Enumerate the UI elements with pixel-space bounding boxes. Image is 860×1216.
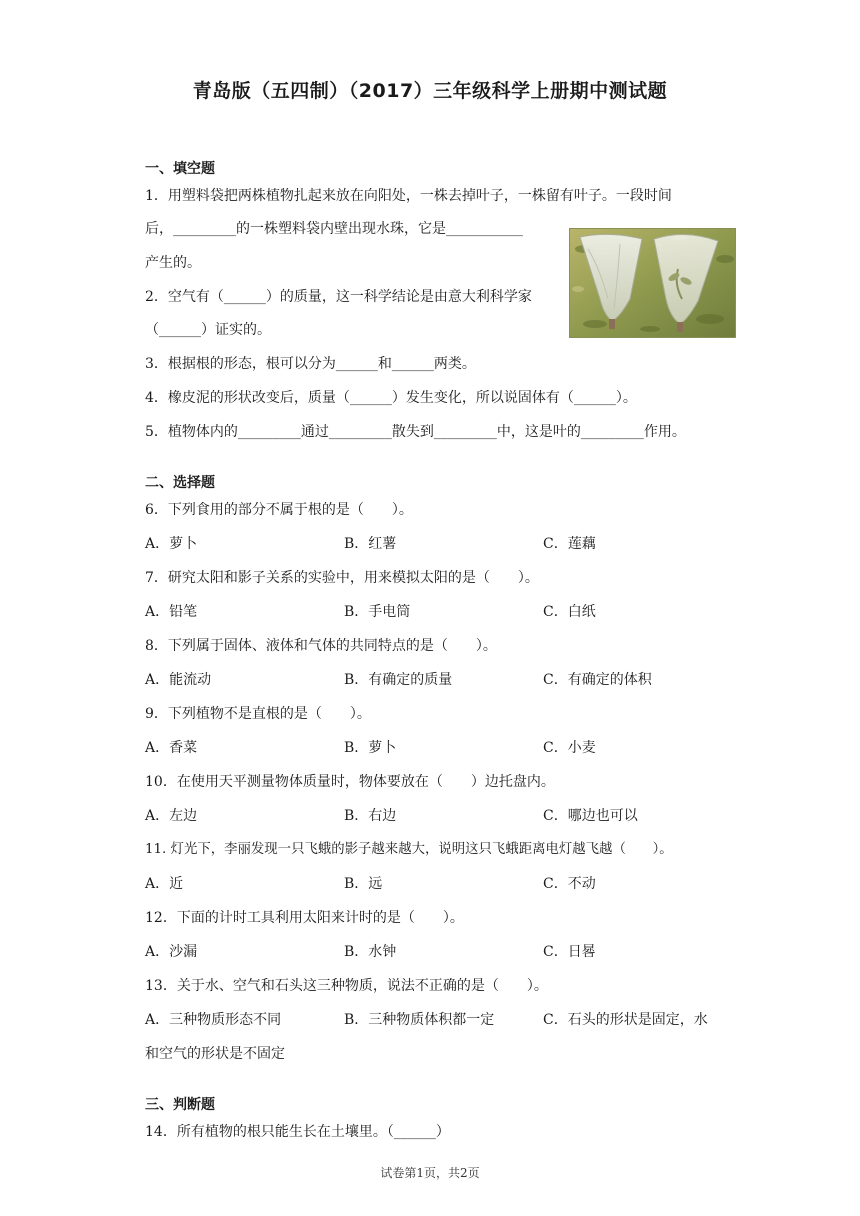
question-3: 3．根据根的形态，根可以分为______和______两类。	[145, 356, 476, 372]
section-heading-fill: 一、填空题	[145, 161, 215, 177]
question-8: 8．下列属于固体、液体和气体的共同特点的是（ ）。	[145, 638, 497, 654]
question-14: 14．所有植物的根只能生长在土壤里。（______）	[145, 1124, 450, 1140]
question-9-option-a: A．香菜	[145, 740, 198, 756]
question-13-option-a: A．三种物质形态不同	[145, 1012, 282, 1028]
section-heading-choice: 二、选择题	[145, 475, 215, 491]
question-13: 13．关于水、空气和石头这三种物质，说法不正确的是（ ）。	[145, 978, 548, 994]
question-13-option-b: B．三种物质体积都一定	[344, 1012, 495, 1028]
question-9-option-b: B．萝卜	[344, 740, 397, 756]
question-9-option-c: C．小麦	[543, 740, 596, 756]
question-11-option-a: A．近	[145, 876, 184, 892]
question-6: 6．下列食用的部分不属于根的是（ ）。	[145, 502, 413, 518]
question-10: 10．在使用天平测量物体质量时，物体要放在（ ）边托盘内。	[145, 774, 555, 790]
page-title: 青岛版（五四制）（2017）三年级科学上册期中测试题	[192, 80, 668, 102]
question-11: 11. 灯光下，李丽发现一只飞蛾的影子越来越大，说明这只飞蛾距离电灯越飞越（ ）。	[145, 842, 673, 857]
question-12: 12．下面的计时工具利用太阳来计时的是（ ）。	[145, 910, 464, 926]
question-12-option-a: A．沙漏	[145, 944, 198, 960]
question-12-option-c: C．日晷	[543, 944, 596, 960]
question-7-option-c: C．白纸	[543, 604, 596, 620]
question-2-line-1: 2．空气有（______）的质量，这一科学结论是由意大利科学家	[145, 289, 532, 305]
question-6-option-c: C．莲藕	[543, 536, 596, 552]
question-7-option-b: B．手电筒	[344, 604, 411, 620]
section-heading-judge: 三、判断题	[145, 1097, 215, 1113]
question-6-option-a: A．萝卜	[145, 536, 198, 552]
question-10-option-a: A．左边	[145, 808, 198, 824]
question-6-option-b: B．红薯	[344, 536, 397, 552]
question-10-option-b: B．右边	[344, 808, 397, 824]
question-2-line-2: （______）证实的。	[145, 322, 271, 338]
question-1-line-1: 1．用塑料袋把两株植物扎起来放在向阳处，一株去掉叶子，一株留有叶子。一段时间	[145, 188, 672, 204]
question-8-option-b: B．有确定的质量	[344, 672, 453, 688]
question-10-option-c: C．哪边也可以	[543, 808, 638, 824]
question-7: 7．研究太阳和影子关系的实验中，用来模拟太阳的是（ ）。	[145, 570, 539, 586]
question-11-option-c: C．不动	[543, 876, 596, 892]
question-1-line-3: 产生的。	[145, 255, 201, 271]
question-9: 9．下列植物不是直根的是（ ）。	[145, 706, 371, 722]
question-13-option-c: C．石头的形状是固定，水	[543, 1012, 708, 1028]
question-4: 4．橡皮泥的形状改变后，质量（______）发生变化，所以说固体有（______）。	[145, 390, 637, 406]
question-5: 5．植物体内的_________通过_________散失到_________中，这是叶的_________作用。	[145, 424, 686, 440]
question-11-option-b: B．远	[344, 876, 383, 892]
question-12-option-b: B．水钟	[344, 944, 397, 960]
page-footer: 试卷第1页，共2页	[380, 1166, 480, 1180]
question-7-option-a: A．铅笔	[145, 604, 198, 620]
question-13-option-c-continuation: 和空气的形状是不固定	[145, 1046, 285, 1062]
plastic-bags-plants-photo-icon	[569, 228, 736, 338]
question-8-option-c: C．有确定的体积	[543, 672, 652, 688]
question-8-option-a: A．能流动	[145, 672, 212, 688]
question-1-line-2: 后，_________的一株塑料袋内壁出现水珠，它是___________	[145, 221, 523, 237]
